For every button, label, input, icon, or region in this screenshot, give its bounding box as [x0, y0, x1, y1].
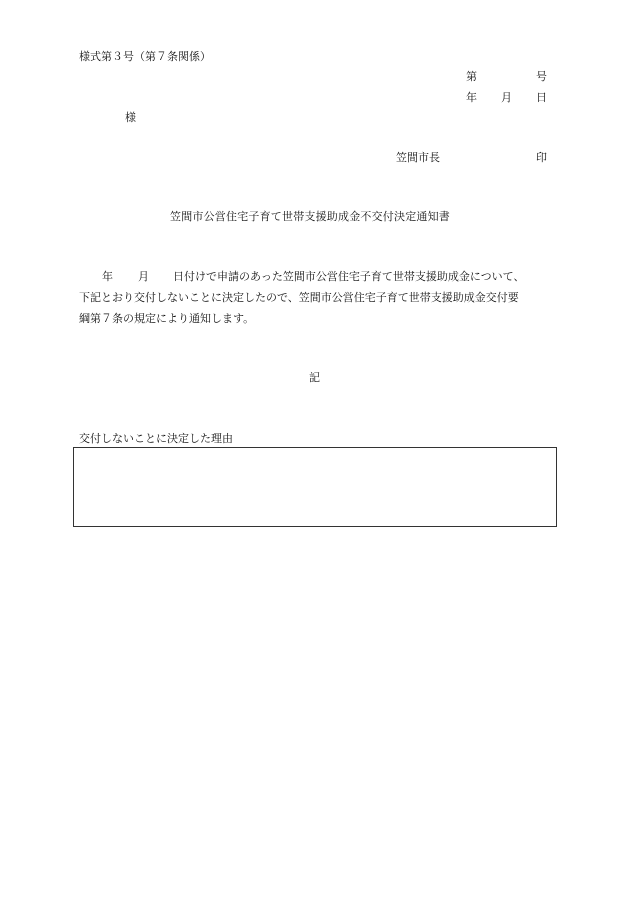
date-day-label: 日	[536, 91, 547, 104]
form-number: 様式第３号（第７条関係）	[79, 50, 211, 63]
date-month-label: 月	[501, 91, 512, 104]
body-month-label: 月	[138, 270, 149, 283]
date-year-label: 年	[466, 91, 477, 104]
body-line-1	[102, 271, 524, 282]
addressee-suffix: 様	[125, 111, 136, 124]
body-line-1-text: 日付けで申請のあった笠間市公営住宅子育て世帯支援助成金について、	[173, 270, 525, 283]
ki-heading: 記	[309, 371, 320, 384]
sender-name: 笠間市長	[396, 151, 440, 164]
document-number-suffix: 号	[536, 70, 547, 83]
document-number-prefix: 第	[466, 70, 477, 83]
reason-label: 交付しないことに決定した理由	[79, 432, 233, 445]
reason-box	[73, 447, 557, 527]
body-line-2: 下記とおり交付しないことに決定したので、笠間市公営住宅子育て世帯支援助成金交付要	[79, 291, 519, 304]
body-line-3: 綱第７条の規定により通知します。	[79, 312, 255, 325]
document-title: 笠間市公営住宅子育て世帯支援助成金不交付決定通知書	[170, 210, 450, 223]
body-year-label: 年	[102, 270, 113, 283]
seal-mark: 印	[536, 151, 547, 164]
